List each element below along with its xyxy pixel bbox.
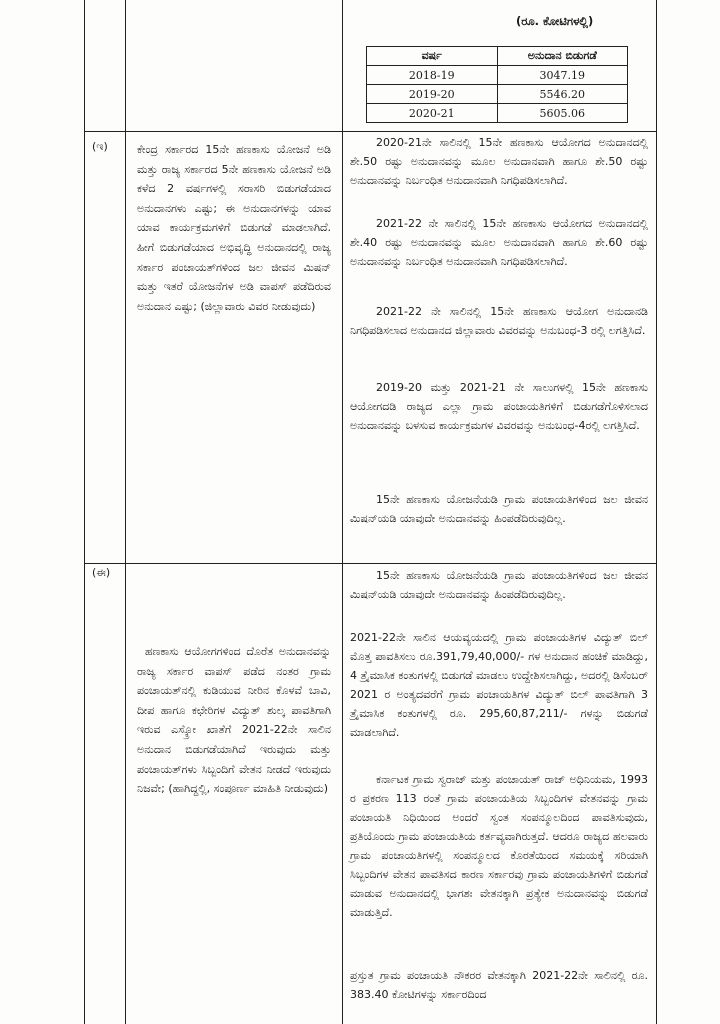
table-border-right <box>656 0 657 1024</box>
header-year: ವರ್ಷ <box>367 47 498 66</box>
grant-release-table <box>366 46 628 123</box>
amount-cell: 5546.20 <box>497 85 628 104</box>
header-grant-release: ಅನುದಾನ ಬಿಡುಗಡೆ <box>497 47 628 66</box>
row-ii-answer-1: 15ನೇ ಹಣಕಾಸು ಯೋಜನೆಯಡಿ ಗ್ರಾಮ ಪಂಚಾಯತಿಗಳಿಂದ ಜಲ ಜೀವನ ಮಿಷನ್‌ಯಡಿ ಯಾವುದೇ ಅನುದಾನವನ್ನು ಹಿಂಪಡೆದಿರುವುದಿಲ್ಲ. <box>350 569 648 601</box>
row-i-answer-3: 2021-22 ನೇ ಸಾಲಿನಲ್ಲಿ 15ನೇ ಹಣಕಾಸು ಆಯೋಗ ಅನುದಾನಡಿ ನಿಗಧಿಪಡಿಸಲಾದ ಅನುದಾನದ ಜಿಲ್ಲಾವಾರು ವಿವರವನ್ನು ಅನುಬಂಧ-3 ರಲ್ಲಿ ಲಗತ್ತಿಸಿದೆ. <box>350 305 648 337</box>
row-ii-answer-4: ಪ್ರಸ್ತುತ ಗ್ರಾಮ ಪಂಚಾಯತಿ ನೌಕರರ ವೇತನಕ್ಕಾಗಿ 2021-22ನೇ ಸಾಲಿನಲ್ಲಿ ರೂ. 383.40 ಕೋಟಿಗಳನ್ನು ಸರ್ಕಾರದಿಂದ <box>350 969 648 1001</box>
table-row <box>367 66 628 85</box>
table-divider-col1 <box>125 0 126 1024</box>
row-i-label: (ಇ) <box>92 140 108 153</box>
row-i-question: ಕೇಂದ್ರ ಸರ್ಕಾರದ 15ನೇ ಹಣಕಾಸು ಯೋಜನೆ ಅಡಿ ಮತ್ತು ರಾಜ್ಯ ಸರ್ಕಾರದ 5ನೇ ಹಣಕಾಸು ಯೋಜನೆ ಅಡಿ ಕಳೆದ 2 ವರ್ಷಗಳಲ್ಲಿ ಸರಾಸರಿ ಬಿಡುಗಡೆಯಾದ ಅನುದಾನಗಳು ಎಷ್ಟು; ಈ ಅನುದಾನಗಳನ್ನು ಯಾವ ಯಾವ ಕಾರ್ಯಕ್ರಮಗಳಿಗೆ ಬಿಡುಗಡೆ ಮಾಡಲಾಗಿದೆ. ಹೀಗೆ ಬಿಡುಗಡೆಯಾದ ಅಭಿವೃದ್ಧಿ ಅನುದಾನದಲ್ಲಿ ರಾಜ್ಯ ಸರ್ಕಾರ ಪಂಚಾಯತ್‌ಗಳಿಂದ ಜಲ ಜೀವನ ಮಿಷನ್ ಮತ್ತು ಇತರೆ ಯೋಜನೆಗಳ ಅಡಿ ವಾಪಸ್ ಪಡೆದಿರುವ ಅನುದಾನ ಎಷ್ಟು; (ಜಿಲ್ಲಾವಾರು ವಿವರ ನೀಡುವುದು) <box>137 143 331 313</box>
row-i-answer-1: 2020-21ನೇ ಸಾಲಿನಲ್ಲಿ 15ನೇ ಹಣಕಾಸು ಆಯೋಗದ ಅನುದಾನದಲ್ಲಿ ಶೇ.50 ರಷ್ಟು ಅನುದಾನವನ್ನು ಮೂಲ ಅನುದಾನವಾಗಿ ಹಾಗೂ ಶೇ.50 ರಷ್ಟು ಅನುದಾನವನ್ನು ನಿರ್ಬಂಧಿತ ಅನುದಾನವಾಗಿ ನಿಗಧಿಪಡಿಸಲಾಗಿದೆ. <box>350 136 648 187</box>
table-border-left <box>84 0 85 1024</box>
table-row <box>367 85 628 104</box>
row-divider-2 <box>84 563 657 564</box>
unit-note: (ರೂ. ಕೋಟಿಗಳಲ್ಲಿ) <box>516 14 594 28</box>
amount-cell: 3047.19 <box>497 66 628 85</box>
year-cell: 2020-21 <box>367 104 498 123</box>
table-row <box>367 104 628 123</box>
table-header-row <box>367 47 628 66</box>
row-ii-answer-2: 2021-22ನೇ ಸಾಲಿನ ಆಯವ್ಯಯದಲ್ಲಿ ಗ್ರಾಮ ಪಂಚಾಯತಿಗಳ ವಿದ್ಯುತ್ ಬಿಲ್ ಮೊತ್ತ ಪಾವತಿಸಲು ರೂ.391,79,40,000/- ಗಳ ಅನುದಾನ ಹಂಚಿಕೆ ಮಾಡಿದ್ದು, 4 ತ್ರೈಮಾಸಿಕ ಕಂತುಗಳಲ್ಲಿ ಬಿಡುಗಡೆ ಮಾಡಲು ಉದ್ದೇಶಿಸಲಾಗಿದ್ದು, ಅದರಲ್ಲಿ ಡಿಸೆಂಬರ್ 2021 ರ ಅಂತ್ಯದವರೆಗೆ ಗ್ರಾಮ ಪಂಚಾಯತಿಗಳ ವಿದ್ಯುತ್ ಬಿಲ್ ಪಾವತಿಗಾಗಿ 3 ತ್ರೈಮಾಸಿಕ ಕಂತುಗಳಲ್ಲಿ ರೂ. 295,60,87,211/- ಗಳನ್ನು ಬಿಡುಗಡೆ ಮಾಡಲಾಗಿದೆ. <box>350 631 648 739</box>
table-divider-col2 <box>342 0 343 1024</box>
row-i-answer-2: 2021-22 ನೇ ಸಾಲಿನಲ್ಲಿ 15ನೇ ಹಣಕಾಸು ಆಯೋಗದ ಅನುದಾನದಲ್ಲಿ ಶೇ.40 ರಷ್ಟು ಅನುದಾನವನ್ನು ಮೂಲ ಅನುದಾನವಾಗಿ ಹಾಗೂ ಶೇ.60 ರಷ್ಟು ಅನುದಾನವನ್ನು ನಿರ್ಬಂಧಿತ ಅನುದಾನವಾಗಿ ನಿಗಧಿಪಡಿಸಲಾಗಿದೆ. <box>350 217 648 268</box>
year-cell: 2018-19 <box>367 66 498 85</box>
amount-cell: 5605.06 <box>497 104 628 123</box>
row-ii-answer-3: ಕರ್ನಾಟಕ ಗ್ರಾಮ ಸ್ವರಾಜ್ ಮತ್ತು ಪಂಚಾಯತ್ ರಾಜ್ ಅಧಿನಿಯಮ, 1993 ರ ಪ್ರಕರಣ 113 ರಂತೆ ಗ್ರಾಮ ಪಂಚಾಯತಿಯ ಸಿಬ್ಬಂದಿಗಳ ವೇತನವನ್ನು ಗ್ರಾಮ ಪಂಚಾಯತಿ ನಿಧಿಯಿಂದ ಅಂದರೆ ಸ್ವಂತ ಸಂಪನ್ಮೂಲದಿಂದ ಪಾವತಿಸುವುದು, ಪ್ರತಿಯೊಂದು ಗ್ರಾಮ ಪಂಚಾಯತಿಯ ಕರ್ತವ್ಯವಾಗಿರುತ್ತದೆ. ಆದರೂ ರಾಜ್ಯದ ಹಲವಾರು ಗ್ರಾಮ ಪಂಚಾಯತಿಗಳಲ್ಲಿ ಸಂಪನ್ಮೂಲದ ಕೊರತೆಯಿಂದ ಸಮಯಕ್ಕೆ ಸರಿಯಾಗಿ ಸಿಬ್ಬಂದಿಗಳ ವೇತನ ಪಾವತಿಸದ ಕಾರಣ ಸರ್ಕಾರವು ಗ್ರಾಮ ಪಂಚಾಯತಿಗಳಿಗೆ ಬಿಡುಗಡೆ ಮಾಡುವ ಅನುದಾನದಲ್ಲಿ ಭಾಗಶಃ ವೇತನಕ್ಕಾಗಿ ಪ್ರತ್ಯೇಕ ಅನುದಾನವನ್ನು ಬಿಡುಗಡೆ ಮಾಡುತ್ತಿದೆ. <box>350 773 648 919</box>
row-ii-question: ಹಣಕಾಸು ಆಯೋಗಗಳಿಂದ ದೊರೆತ ಅನುದಾನವನ್ನು ರಾಜ್ಯ ಸರ್ಕಾರ ವಾಪಸ್ ಪಡೆದ ನಂತರ ಗ್ರಾಮ ಪಂಚಾಯತ್‌ನಲ್ಲಿ ಕುಡಿಯುವ ನೀರಿನ ಕೊಳವೆ ಬಾವಿ, ದೀಪ ಹಾಗೂ ಕಛೇರಿಗಳ ವಿದ್ಯುತ್ ಶುಲ್ಕ ಪಾವತಿಗಾಗಿ ಇರುವ ಎಸ್ಕ್ರೋ ಖಾತೆಗೆ 2021-22ನೇ ಸಾಲಿನ ಅನುದಾನ ಬಿಡುಗಡೆಯಾಗಿದೆ ಇರುವುದು ಮತ್ತು ಪಂಚಾಯತ್‌ಗಳು ಸಿಬ್ಬಂದಿಗೆ ವೇತನ ನೀಡದೆ ಇರುವುದು ನಿಜವೇ; (ಹಾಗಿದ್ದಲ್ಲಿ, ಸಂಪೂರ್ಣ ಮಾಹಿತಿ ನೀಡುವುದು) <box>137 645 331 796</box>
row-ii-label: (ಈ) <box>92 566 111 579</box>
row-i-answer-5: 15ನೇ ಹಣಕಾಸು ಯೋಜನೆಯಡಿ ಗ್ರಾಮ ಪಂಚಾಯತಿಗಳಿಂದ ಜಲ ಜೀವನ ಮಿಷನ್‌ಯಡಿ ಯಾವುದೇ ಅನುದಾನವನ್ನು ಹಿಂಪಡೆದಿರುವುದಿಲ್ಲ. <box>350 493 648 525</box>
year-cell: 2019-20 <box>367 85 498 104</box>
row-i-answer-4: 2019-20 ಮತ್ತು 2021-21 ನೇ ಸಾಲುಗಳಲ್ಲಿ 15ನೇ ಹಣಕಾಸು ಆಯೋಗದಡಿ ರಾಜ್ಯದ ಎಲ್ಲಾ ಗ್ರಾಮ ಪಂಚಾಯತಿಗಳಿಗೆ ಬಿಡುಗಡೆಗೊಳಿಸಲಾದ ಅನುದಾನವನ್ನು ಬಳಸುವ ಕಾರ್ಯಕ್ರಮಗಳ ವಿವರವನ್ನು ಅನುಬಂಧ-4ರಲ್ಲಿ ಲಗತ್ತಿಸಿದೆ. <box>350 381 648 432</box>
